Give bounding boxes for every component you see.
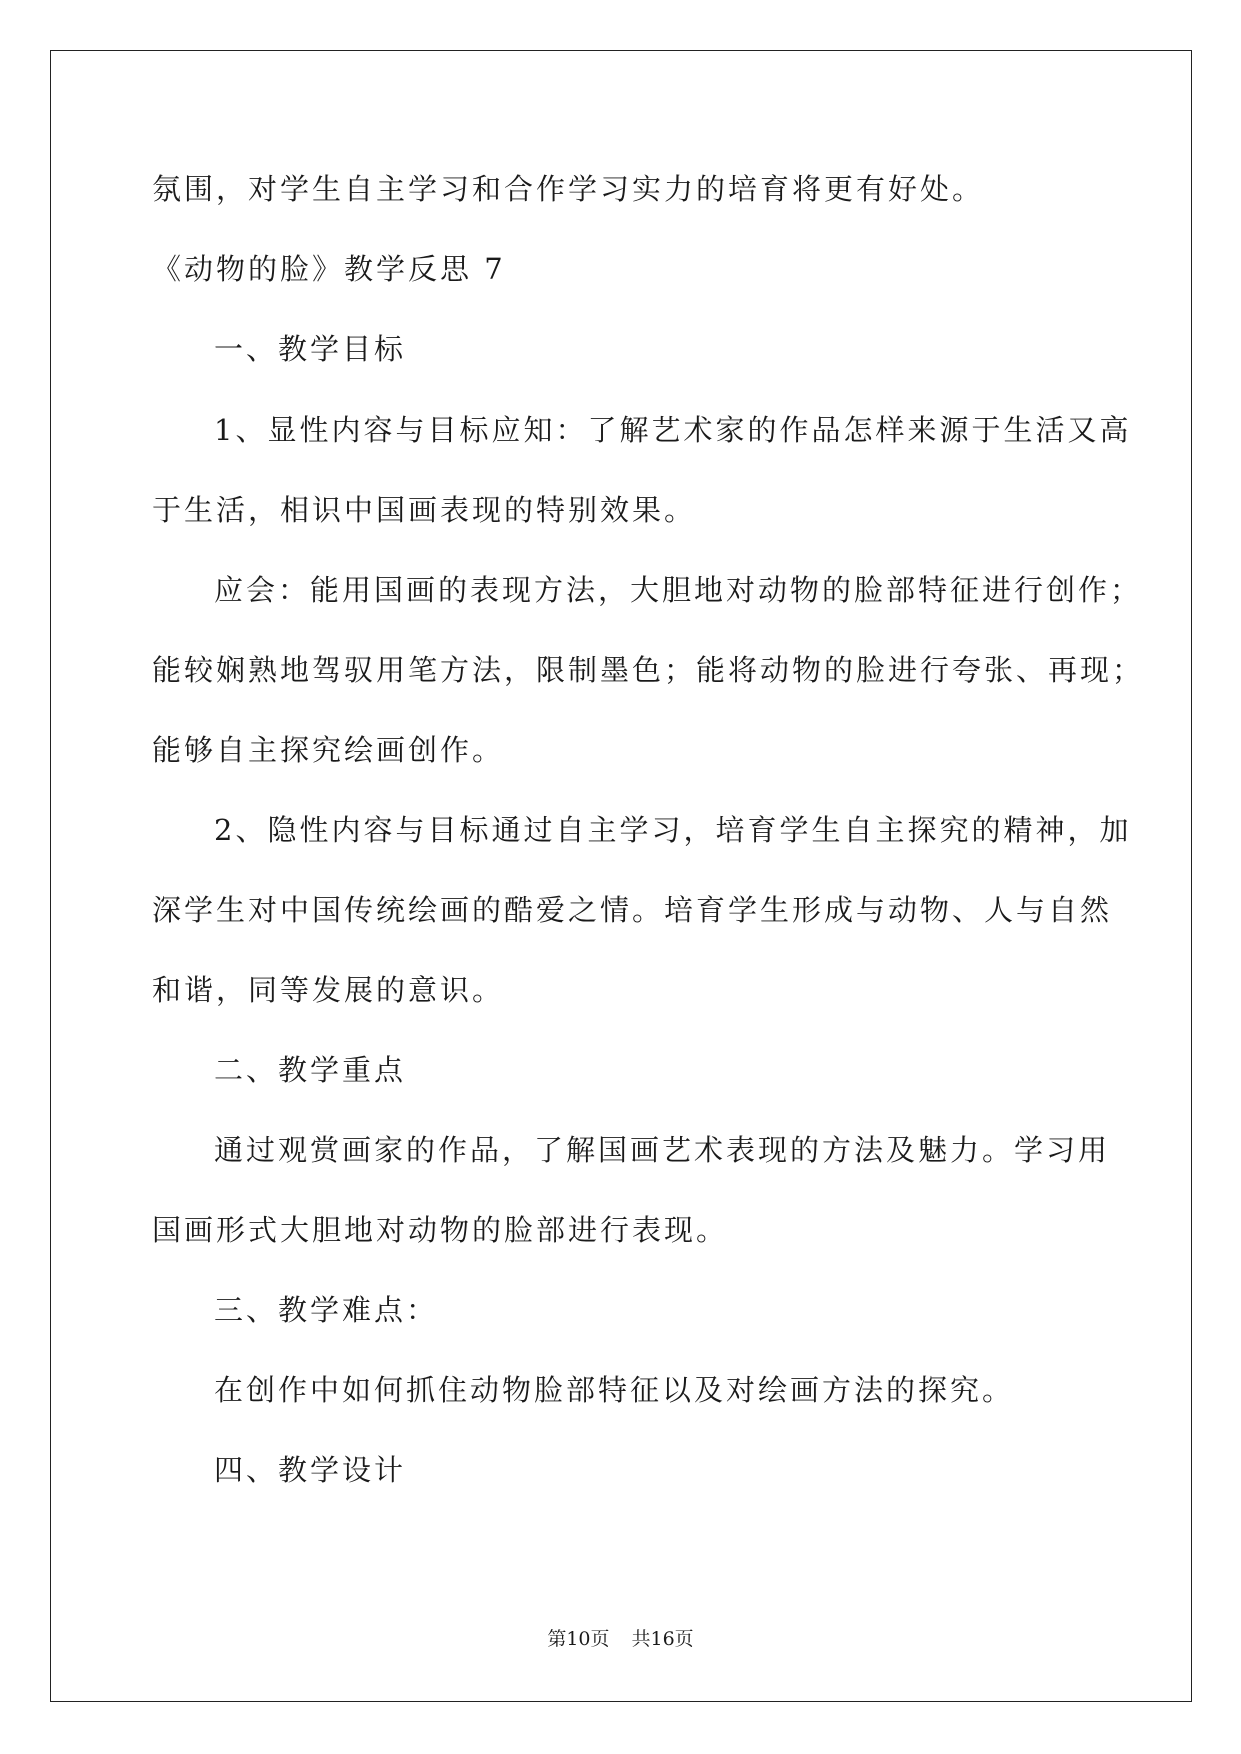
body-line: 应会：能用国画的表现方法，大胆地对动物的脸部特征进行创作； xyxy=(214,573,1143,607)
body-line: 和谐，同等发展的意识。 xyxy=(152,973,505,1007)
body-line: 深学生对中国传统绘画的酷爱之情。培育学生形成与动物、人与自然 xyxy=(152,893,1113,927)
body-line: 国画形式大胆地对动物的脸部进行表现。 xyxy=(152,1213,729,1247)
body-line: 能够自主探究绘画创作。 xyxy=(152,733,505,767)
page-total: 共16页 xyxy=(631,1628,694,1650)
body-line: 能较娴熟地驾驭用笔方法，限制墨色；能将动物的脸进行夸张、再现； xyxy=(152,653,1145,687)
page-number: 第10页 xyxy=(547,1628,610,1650)
heading-teaching-difficulty: 三、教学难点： xyxy=(214,1293,439,1327)
body-line: 氛围，对学生自主学习和合作学习实力的培育将更有好处。 xyxy=(152,172,985,206)
heading-teaching-goals: 一、教学目标 xyxy=(214,332,407,366)
page-footer xyxy=(0,1626,1241,1652)
body-line: 通过观赏画家的作品，了解国画艺术表现的方法及魅力。学习用 xyxy=(214,1133,1111,1167)
section-title: 《动物的脸》教学反思 7 xyxy=(152,252,506,286)
body-line: 于生活，相识中国画表现的特别效果。 xyxy=(152,493,697,527)
heading-teaching-design: 四、教学设计 xyxy=(214,1453,407,1487)
body-line: 1、显性内容与目标应知：了解艺术家的作品怎样来源于生活又高 xyxy=(214,413,1132,447)
body-line: 在创作中如何抓住动物脸部特征以及对绘画方法的探究。 xyxy=(214,1373,1015,1407)
heading-teaching-focus: 二、教学重点 xyxy=(214,1053,407,1087)
body-line: 2、隐性内容与目标通过自主学习，培育学生自主探究的精神，加 xyxy=(214,813,1132,847)
